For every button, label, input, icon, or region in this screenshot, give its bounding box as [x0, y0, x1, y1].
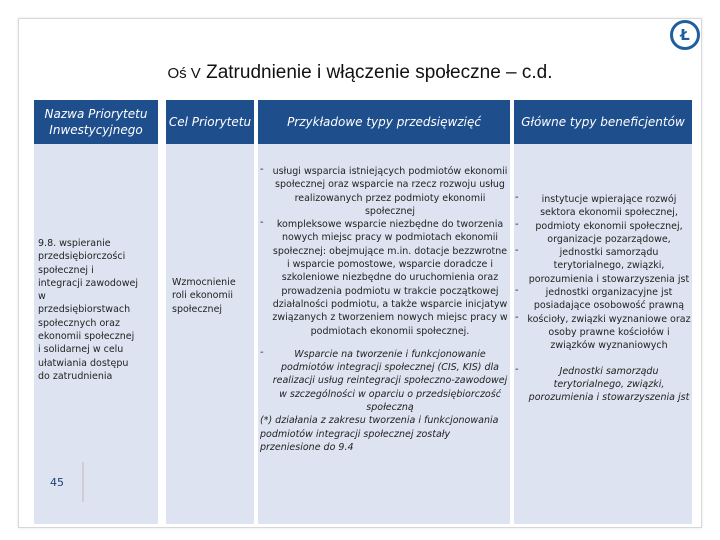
header-priority-name	[34, 100, 158, 144]
list-item: - kompleksowe wsparcie niezbędne do tworzenia nowych miejsc pracy w podmiotach ekonomii społecznej: obejmujące m.in. dotacje bezzwrotne i wsparcie pomostowe, wsparcie doradcze i szkoleniowe niezbędne do uruchomienia oraz prowadzenia podmiotu w trakcie początkowej działalności podmiotu, a także wsparcie inicjatyw związanych z tworzeniem nowych miejsc pracy w podmiotach ekonomii społecznej.	[260, 218, 508, 338]
list-item-italic: - Wsparcie na tworzenie i funkcjonowanie podmiotów integracji społecznej (CIS, KIS) dla realizacji usług reintegracji społeczno-zawodowej w szczególności w oparciu o przedsiębiorczość społeczną	[260, 348, 508, 414]
title-prefix: Oś V	[167, 65, 201, 82]
header-beneficiary-types-label: Główne typy beneficjentów	[521, 115, 685, 129]
slide-title	[0, 62, 720, 84]
beneficiary-types-list	[515, 193, 691, 404]
page-number: 45	[50, 476, 64, 489]
list-item-italic: - Jednostki samorządu terytorialnego, związki, porozumienia i stowarzyszenia jst	[515, 365, 691, 405]
header-priority-goal	[166, 100, 254, 144]
priority-goal-text: Wzmocnienie roli ekonomii społecznej	[172, 277, 236, 315]
list-item: - jednostki organizacyjne jst posiadające osobowość prawną	[515, 286, 691, 313]
list-item: - podmioty ekonomii społecznej, organizacje pozarządowe,	[515, 220, 691, 247]
project-types-list	[260, 165, 508, 454]
header-priority-goal-label: Cel Priorytetu	[168, 115, 252, 129]
list-item: - kościoły, związki wyznaniowe oraz osoby prawne kościołów i związków wyznaniowych	[515, 313, 691, 353]
project-types-note: (*) działania z zakresu tworzenia i funkcjonowania podmiotów integracji społecznej zostały przeniesione do 9.4	[260, 415, 499, 453]
header-project-types	[258, 100, 510, 144]
list-item: - usługi wsparcia istniejących podmiotów ekonomii społecznej oraz wsparcie na rzecz rozwoju usług realizowanych przez podmioty ekonomii społecznej	[260, 165, 508, 218]
header-priority-name-label: Nazwa Priorytetu Inwestycyjnego	[44, 107, 148, 137]
header-beneficiary-types	[514, 100, 692, 144]
logo-icon: Ł	[670, 20, 700, 50]
priority-name-text: 9.8. wspieranie przedsiębiorczości społecznej i integracji zawodowej w przedsiębiorstwach społecznych oraz ekonomii społecznej i solidarnej w celu ułatwiania dostępu do zatrudnienia	[38, 238, 138, 382]
title-main: Zatrudnienie i włączenie społeczne – c.d.	[206, 62, 553, 83]
list-item: - instytucje wpierające rozwój sektora ekonomii społecznej,	[515, 193, 691, 220]
header-project-types-label: Przykładowe typy przedsięwzięć	[287, 115, 481, 129]
list-item: - jednostki samorządu terytorialnego, związki, porozumienia i stowarzyszenia jst	[515, 246, 691, 286]
